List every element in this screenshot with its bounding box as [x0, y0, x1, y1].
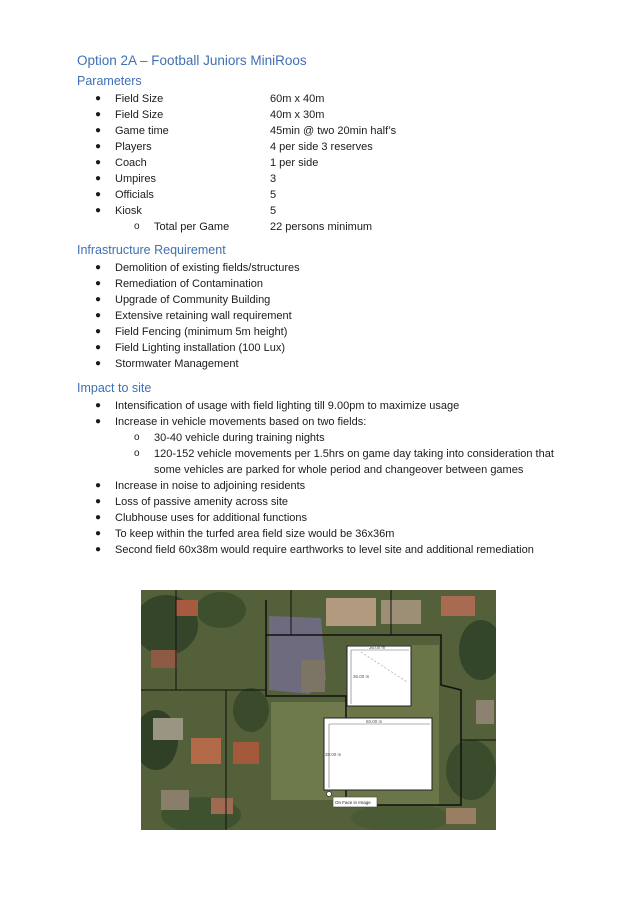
parameter-total-value: 22 persons minimum: [270, 221, 373, 233]
aerial-site-image: [141, 590, 496, 830]
parameter-value: 4 per side 3 reserves: [270, 141, 373, 153]
parameter-value: 1 per side: [270, 157, 319, 169]
infrastructure-item-label: Field Lighting installation (100 Lux): [115, 342, 285, 354]
infrastructure-item-label: Demolition of existing fields/structures: [115, 262, 300, 274]
impact-item-label: Intensification of usage with field lighting till 9.00pm to maximize usage: [115, 400, 460, 412]
bullet-icon: ●: [95, 400, 102, 411]
parameter-label: Players: [115, 141, 152, 153]
aerial-map-graphic: [141, 590, 496, 830]
bullet-icon: ●: [95, 189, 102, 200]
infrastructure-heading: Infrastructure Requirement: [77, 243, 226, 257]
parameter-label: Coach: [115, 157, 147, 169]
infrastructure-item-label: Stormwater Management: [115, 358, 239, 370]
parameter-value: 3: [270, 173, 277, 185]
bullet-icon: ●: [95, 125, 102, 136]
parameter-label: Field Size: [115, 93, 164, 105]
bullet-icon: ●: [95, 528, 102, 539]
bullet-icon: ●: [95, 294, 102, 305]
parameter-value: 5: [270, 205, 277, 217]
field2-width-label: 60.00 m: [366, 719, 383, 724]
bullet-icon: ●: [95, 141, 102, 152]
bullet-icon: ●: [95, 262, 102, 273]
bullet-icon: ●: [95, 358, 102, 369]
parameters-heading: Parameters: [77, 74, 142, 88]
bullet-icon: ●: [95, 173, 102, 184]
sub-bullet-icon: o: [134, 432, 140, 443]
parameter-label: Kiosk: [115, 205, 142, 217]
infrastructure-item-label: Field Fencing (minimum 5m height): [115, 326, 288, 338]
field1-height-label: 36.00 m: [353, 674, 370, 679]
bullet-icon: ●: [95, 544, 102, 555]
bullet-icon: ●: [95, 109, 102, 120]
bullet-icon: ●: [95, 342, 102, 353]
parameter-value: 40m x 30m: [270, 109, 325, 121]
impact-item-label: To keep within the turfed area field size would be 36x36m: [115, 528, 395, 540]
bullet-icon: ●: [95, 496, 102, 507]
bullet-icon: ●: [95, 310, 102, 321]
parameter-label: Officials: [115, 189, 154, 201]
impact-item-label: Increase in noise to adjoining residents: [115, 480, 306, 492]
impact-item-label: Clubhouse uses for additional functions: [115, 512, 308, 524]
impact-heading: Impact to site: [77, 381, 152, 395]
bullet-icon: ●: [95, 93, 102, 104]
parameter-label: Field Size: [115, 109, 164, 121]
parameter-total-label: Total per Game: [154, 221, 230, 233]
parameter-label: Game time: [115, 125, 169, 137]
bullet-icon: ●: [95, 157, 102, 168]
parameter-value: 60m x 40m: [270, 93, 325, 105]
bullet-icon: ●: [95, 416, 102, 427]
sub-bullet-icon: o: [134, 448, 140, 459]
sub-bullet-icon: o: [134, 221, 140, 232]
parameter-label: Umpires: [115, 173, 156, 185]
infrastructure-item-label: Upgrade of Community Building: [115, 294, 271, 306]
page-title: Option 2A – Football Juniors MiniRoos: [77, 53, 307, 68]
impact-item-label: Increase in vehicle movements based on two fields:: [115, 416, 367, 428]
impact-sub-item-label: 120-152 vehicle movements per 1.5hrs on game day taking into consideration that: [154, 448, 554, 460]
field2-height-label: 38.00 m: [325, 752, 342, 757]
infrastructure-item-label: Extensive retaining wall requirement: [115, 310, 292, 322]
impact-item-label: Second field 60x38m would require earthworks to level site and additional remediation: [115, 544, 534, 556]
image-tag-label: On Face in Image: [335, 800, 371, 805]
field1-width-label: 36.00 m: [369, 645, 386, 650]
infrastructure-item-label: Remediation of Contamination: [115, 278, 263, 290]
bullet-icon: ●: [95, 326, 102, 337]
impact-sub-item-label: some vehicles are parked for whole period and changeover between games: [154, 464, 524, 476]
bullet-icon: ●: [95, 278, 102, 289]
impact-item-label: Loss of passive amenity across site: [115, 496, 289, 508]
bullet-icon: ●: [95, 512, 102, 523]
parameter-value: 45min @ two 20min half’s: [270, 125, 397, 137]
bullet-icon: ●: [95, 205, 102, 216]
bullet-icon: ●: [95, 480, 102, 491]
impact-sub-item-label: 30-40 vehicle during training nights: [154, 432, 325, 444]
parameter-value: 5: [270, 189, 277, 201]
